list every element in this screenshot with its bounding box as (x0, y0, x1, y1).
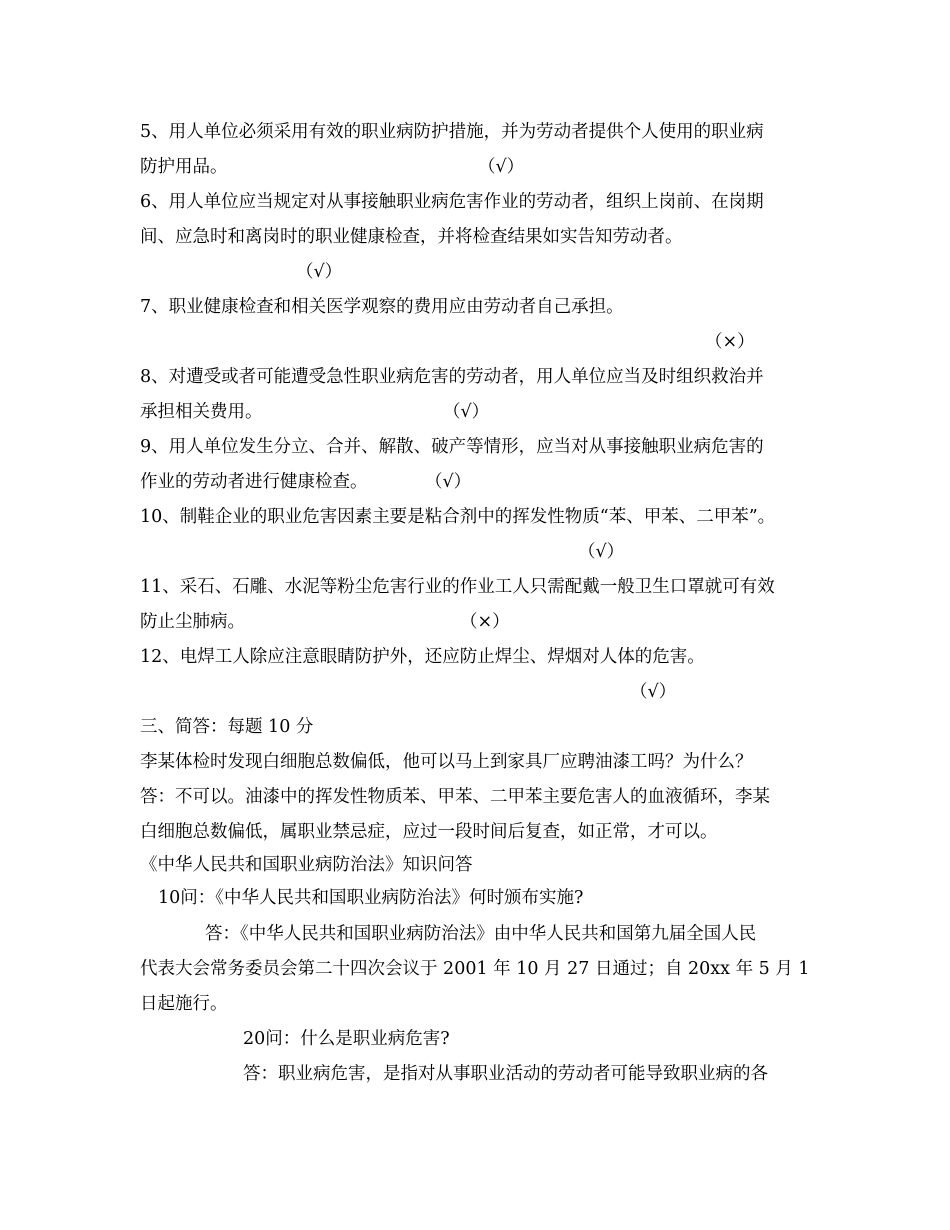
item-11-text: 11、采石、石雕、水泥等粉尘危害行业的作业工人只需配戴一般卫生口罩就可有效 (140, 577, 775, 597)
qa-answer-2: 答：职业病危害，是指对从事职业活动的劳动者可能导致职业病的各 (243, 1064, 768, 1084)
item-10-answer: （√） (578, 542, 625, 562)
item-12-text: 12、电焊工人除应注意眼睛防护外，还应防止焊尘、焊烟对人体的危害。 (140, 647, 705, 667)
item-9-text-cont: 作业的劳动者进行健康检查。 (140, 472, 368, 492)
item-10-text: 10、制鞋企业的职业危害因素主要是粘合剂中的挥发性物质“苯、甲苯、二甲苯”。 (140, 507, 776, 527)
item-11-text-cont: 防止尘肺病。 (140, 612, 245, 632)
item-7-answer: （×） (705, 332, 755, 352)
qa-question-2: 20问：什么是职业病危害? (243, 1029, 450, 1049)
item-8-text: 8、对遭受或者可能遭受急性职业病危害的劳动者，用人单位应当及时组织救治并 (140, 367, 764, 387)
qa-question-1: 10问：《中华人民共和国职业病防治法》何时颁布实施? (158, 888, 584, 908)
item-9-answer: （√） (425, 472, 472, 492)
section-3-question: 李某体检时发现白细胞总数偏低，他可以马上到家具厂应聘油漆工吗？为什么？ (140, 752, 753, 772)
section-3-heading: 三、简答：每题 10 分 (140, 717, 314, 737)
item-5-text-cont: 防护用品。 (140, 157, 228, 177)
section-3-answer-cont: 白细胞总数偏低，属职业禁忌症，应过一段时间后复查，如正常，才可以。 (140, 822, 718, 842)
item-5-text: 5、用人单位必须采用有效的职业病防护措施，并为劳动者提供个人使用的职业病 (140, 122, 764, 142)
item-6-answer: （√） (296, 262, 343, 282)
item-6-text-cont: 间、应急时和离岗时的职业健康检查，并将检查结果如实告知劳动者。 (140, 227, 683, 247)
section-3-answer: 答：不可以。油漆中的挥发性物质苯、甲苯、二甲苯主要危害人的血液循环，李某 (140, 787, 770, 807)
item-8-text-cont: 承担相关费用。 (140, 402, 263, 422)
item-7-text: 7、职业健康检查和相关医学观察的费用应由劳动者自己承担。 (140, 297, 624, 317)
item-8-answer: （√） (443, 402, 490, 422)
qa-answer-1-cont: 代表大会常务委员会第二十四次会议于 2001 年 10 月 27 日通过；自 20xx 年 5 月 1 (140, 959, 810, 979)
item-6-text: 6、用人单位应当规定对从事接触职业病危害作业的劳动者，组织上岗前、在岗期 (140, 192, 764, 212)
item-12-answer: （√） (630, 682, 677, 702)
item-11-answer: （×） (460, 612, 510, 632)
qa-answer-1: 答：《中华人民共和国职业病防治法》由中华人民共和国第九届全国人民 (205, 924, 757, 944)
qa-title: 《中华人民共和国职业病防治法》知识问答 (140, 855, 473, 875)
qa-answer-1-end: 日起施行。 (140, 994, 228, 1014)
item-9-text: 9、用人单位发生分立、合并、解散、破产等情形，应当对从事接触职业病危害的 (140, 437, 764, 457)
item-5-answer: （√） (478, 157, 525, 177)
